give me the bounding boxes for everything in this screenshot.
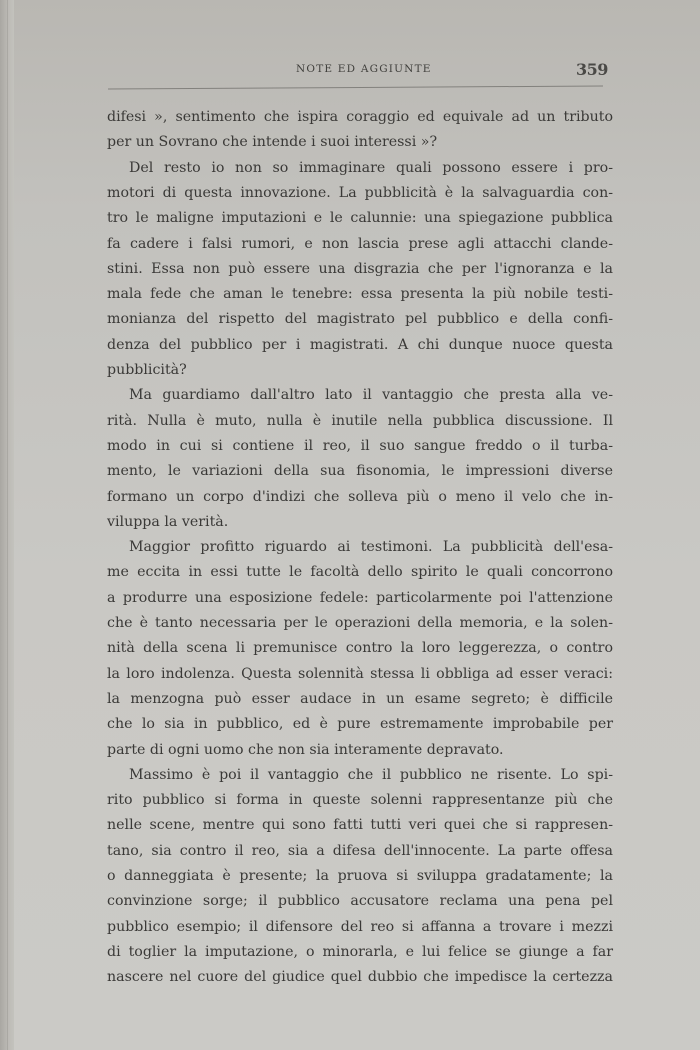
text-line: modo in cui si contiene il reo, il suo sangue freddo o il turba- — [107, 437, 613, 454]
text-line: tano, sia contro il reo, sia a difesa dell'innocente. La parte offesa — [107, 842, 613, 859]
text-line: Maggior profitto riguardo ai testimoni. La pubblicità dell'esa- — [129, 539, 613, 556]
text-line: nità della scena li premunisce contro la loro leggerezza, o contro — [107, 640, 613, 657]
text-line: stini. Essa non può essere una disgrazia che per l'ignoranza e la — [107, 260, 613, 277]
text-line: rità. Nulla è muto, nulla è inutile nella pubblica discussione. Il — [107, 412, 613, 429]
text-line: nelle scene, mentre qui sono fatti tutti veri quei che si rappresen- — [107, 817, 613, 834]
text-line: la menzogna può esser audace in un esame segreto; è difficile — [107, 690, 613, 707]
text-line: parte di ogni uomo che non sia interamente depravato. — [107, 741, 504, 758]
text-line: pubblicità? — [107, 362, 187, 378]
text-line: monianza del rispetto del magistrato pel pubblico e della confi- — [107, 311, 613, 328]
binding-shadow-line — [7, 0, 8, 1050]
text-line: mala fede che aman le tenebre: essa presenta la più nobile testi- — [107, 286, 613, 303]
text-line: a produrre una esposizione fedele: particolarmente poi l'attenzione — [107, 589, 613, 606]
text-line: nascere nel cuore del giudice quel dubbio che impedisce la certezza — [107, 969, 613, 986]
text-line: difesi », sentimento che ispira coraggio ed equivale ad un tributo — [107, 109, 613, 125]
text-line: Del resto io non so immaginare quali possono essere i pro- — [129, 159, 613, 176]
text-line: che lo sia in pubblico, ed è pure estremamente improbabile per — [107, 716, 613, 733]
text-line: viluppa la verità. — [107, 513, 229, 530]
text-line: per un Sovrano che intende i suoi interessi »? — [107, 134, 438, 151]
text-line: convinzione sorge; il pubblico accusatore reclama una pena pel — [107, 893, 613, 910]
text-line: me eccita in essi tutte le facoltà dello spirito le quali concorrono — [107, 564, 613, 581]
text-line: denza del pubblico per i magistrati. A chi dunque nuoce questa — [107, 336, 613, 353]
text-line: mento, le variazioni della sua fisonomia, le impressioni diverse — [107, 463, 613, 480]
header-rule — [108, 85, 603, 89]
text-line: rito pubblico si forma in queste solenni rappresentanze più che — [107, 792, 613, 809]
running-head: NOTE ED AGGIUNTE — [296, 63, 432, 75]
text-line: Ma guardiamo dall'altro lato il vantaggio che presta alla ve- — [129, 387, 613, 404]
text-line: Massimo è poi il vantaggio che il pubblico ne risente. Lo spi- — [129, 766, 613, 783]
text-line: pubblico esempio; il difensore del reo si affanna a trovare i mezzi — [107, 918, 613, 935]
text-line: o danneggiata è presente; la pruova si sviluppa gradatamente; la — [107, 868, 613, 884]
text-line: formano un corpo d'indizi che solleva più o meno il velo che in- — [107, 488, 613, 505]
text-line: di toglier la imputazione, o minorarla, e lui felice se giunge a far — [107, 943, 613, 960]
text-line: che è tanto necessaria per le operazioni della memoria, e la solen- — [107, 615, 613, 631]
text-line: fa cadere i falsi rumori, e non lascia prese agli attacchi clande- — [107, 235, 613, 252]
text-line: la loro indolenza. Questa solennità stessa li obbliga ad esser veraci: — [107, 665, 613, 682]
text-line: motori di questa innovazione. La pubblicità è la salvaguardia con- — [107, 184, 613, 201]
text-line: tro le maligne imputazioni e le calunnie: una spiegazione pubblica — [107, 210, 613, 227]
page-number: 359 — [576, 60, 608, 79]
